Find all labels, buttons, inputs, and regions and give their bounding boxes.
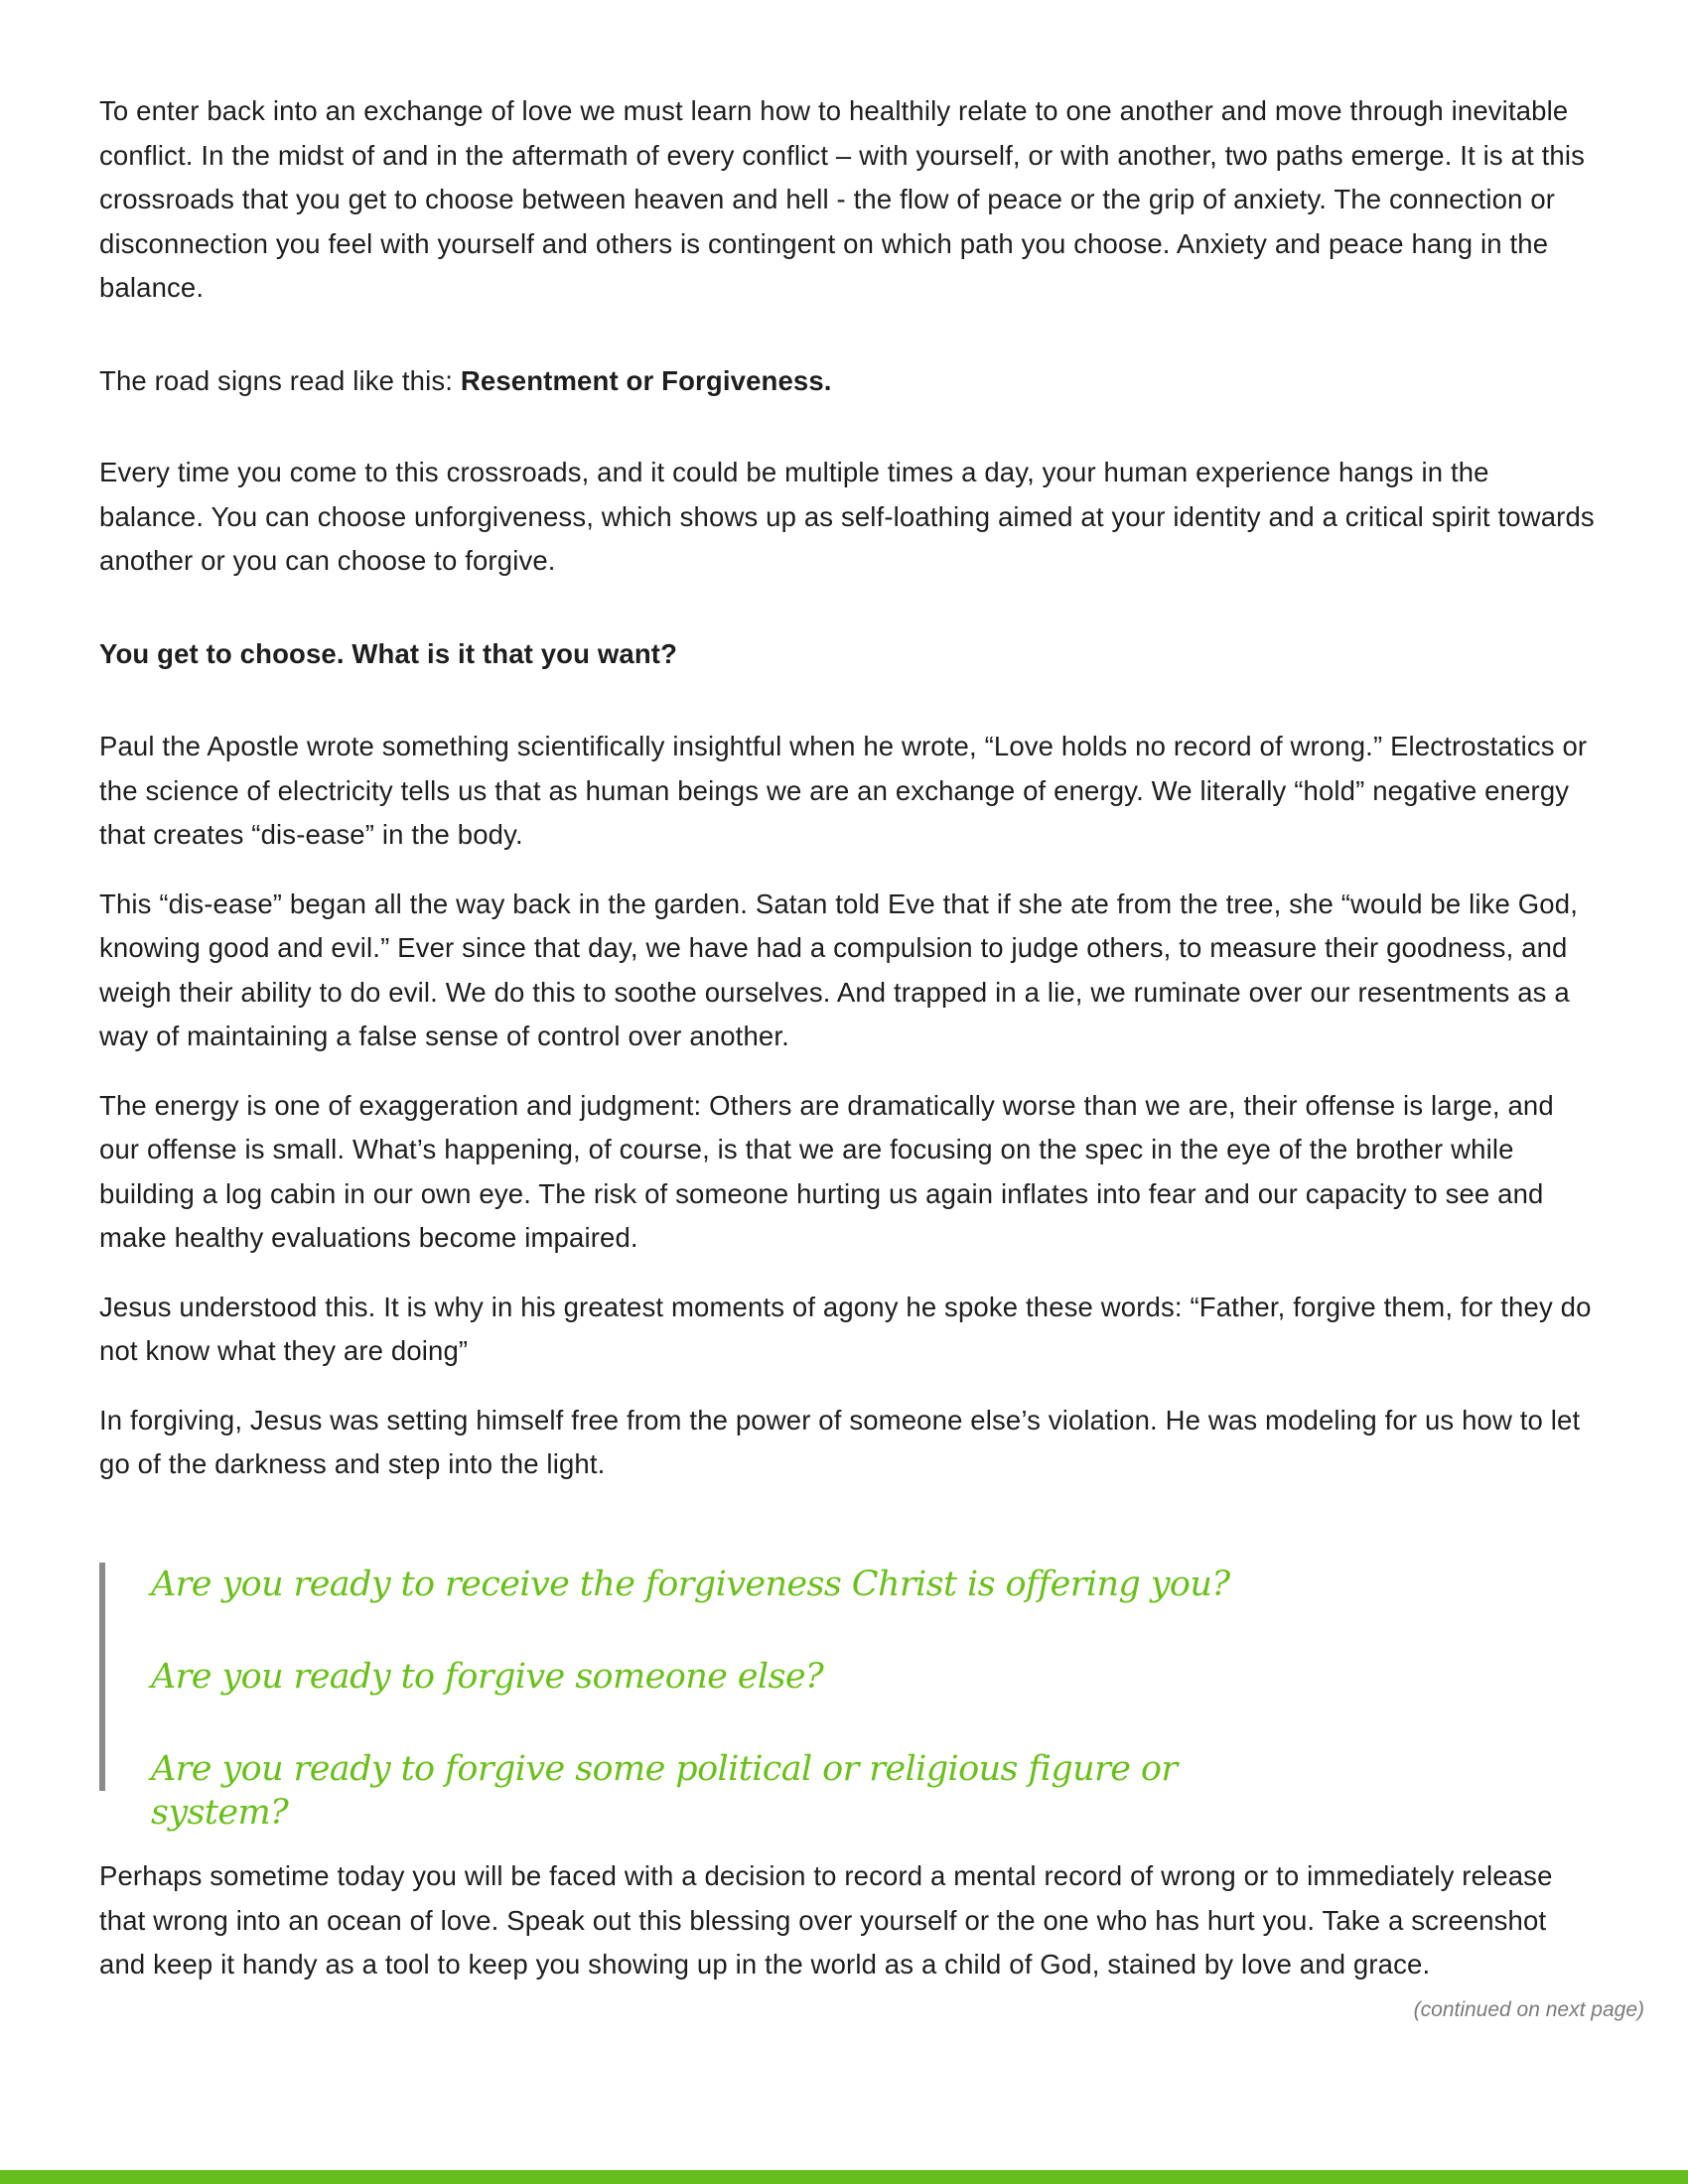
paul-paragraph: Paul the Apostle wrote something scientifically insightful when he wrote, “Love holds no record of wrong.” Electrostatics or the science of electricity tells us that as human beings we are an exchange of energy. We literally “hold” negative energy that creates “dis-ease” in the body.: [99, 731, 1588, 850]
quote-line-forgive-someone: Are you ready to forgive someone else?: [151, 1657, 824, 1697]
footer-accent-bar: [0, 2170, 1688, 2184]
choose-heading: You get to choose. What is it that you want?: [99, 637, 678, 669]
article-body: [99, 89, 1599, 1487]
road-signs-text: The road signs read like this:: [99, 364, 461, 396]
garden-paragraph: This “dis-ease” began all the way back in the garden. Satan told Eve that if she ate from the tree, she “would be like God, knowing good and evil.” Ever since that day, we have had a compulsion to judge others, to measure their goodness, and weigh their ability to do evil. We do this to soothe ourselves. And trapped in a lie, we ruminate over our resentments as a way of maintaining a false sense of control over another.: [99, 887, 1578, 1051]
jesus-paragraph: Jesus understood this. It is why in his greatest moments of agony he spoke these words: “Father, forgive them, for they do not know what they are doing”: [99, 1291, 1592, 1366]
pull-quote: [99, 1563, 1291, 1833]
forgiving-paragraph: In forgiving, Jesus was setting himself free from the power of someone else’s violation. He was modeling for us how to let go of the darkness and step into the light.: [99, 1404, 1581, 1479]
crossroads-paragraph: Every time you come to this crossroads, and it could be multiple times a day, your human experience hangs in the balance. You can choose unforgiveness, which shows up as self-loathing aimed at your identity and a critical spirit towards another or you can choose to forgive.: [99, 457, 1595, 576]
quote-line-receive: Are you ready to receive the forgiveness Christ is offering you?: [151, 1565, 1230, 1604]
energy-paragraph: The energy is one of exaggeration and judgment: Others are dramatically worse than we are, their offense is large, and our offense is small. What’s happening, of course, is that we are focusing on the spec in the eye of the brother while building a log cabin in our own eye. The risk of someone hurting us again inflates into fear and our capacity to see and make healthy evaluations become impaired.: [99, 1089, 1554, 1253]
road-signs-paragraph: [99, 359, 1599, 404]
closing-section: [99, 1854, 1599, 1987]
closing-paragraph: Perhaps sometime today you will be faced with a decision to record a mental record of wrong or to immediately release that wrong into an ocean of love. Speak out this blessing over yourself or the one who has hurt you. Take a screenshot and keep it handy as a tool to keep you showing up in the world as a child of God, stained by love and grace.: [99, 1860, 1553, 1979]
quote-line-forgive-figure: Are you ready to forgive some political or religious figure or system?: [151, 1749, 1178, 1833]
road-signs-emphasis: Resentment or Forgiveness.: [460, 364, 832, 396]
continued-note: (continued on next page): [1413, 1998, 1644, 2021]
intro-paragraph: To enter back into an exchange of love we must learn how to healthily relate to one another and move through inevitable conflict. In the midst of and in the aftermath of every conflict – with yourself, or with another, two paths emerge. It is at this crossroads that you get to choose between heaven and hell - the flow of peace or the grip of anxiety. The connection or disconnection you feel with yourself and others is contingent on which path you choose. Anxiety and peace hang in the balance.: [99, 95, 1586, 303]
